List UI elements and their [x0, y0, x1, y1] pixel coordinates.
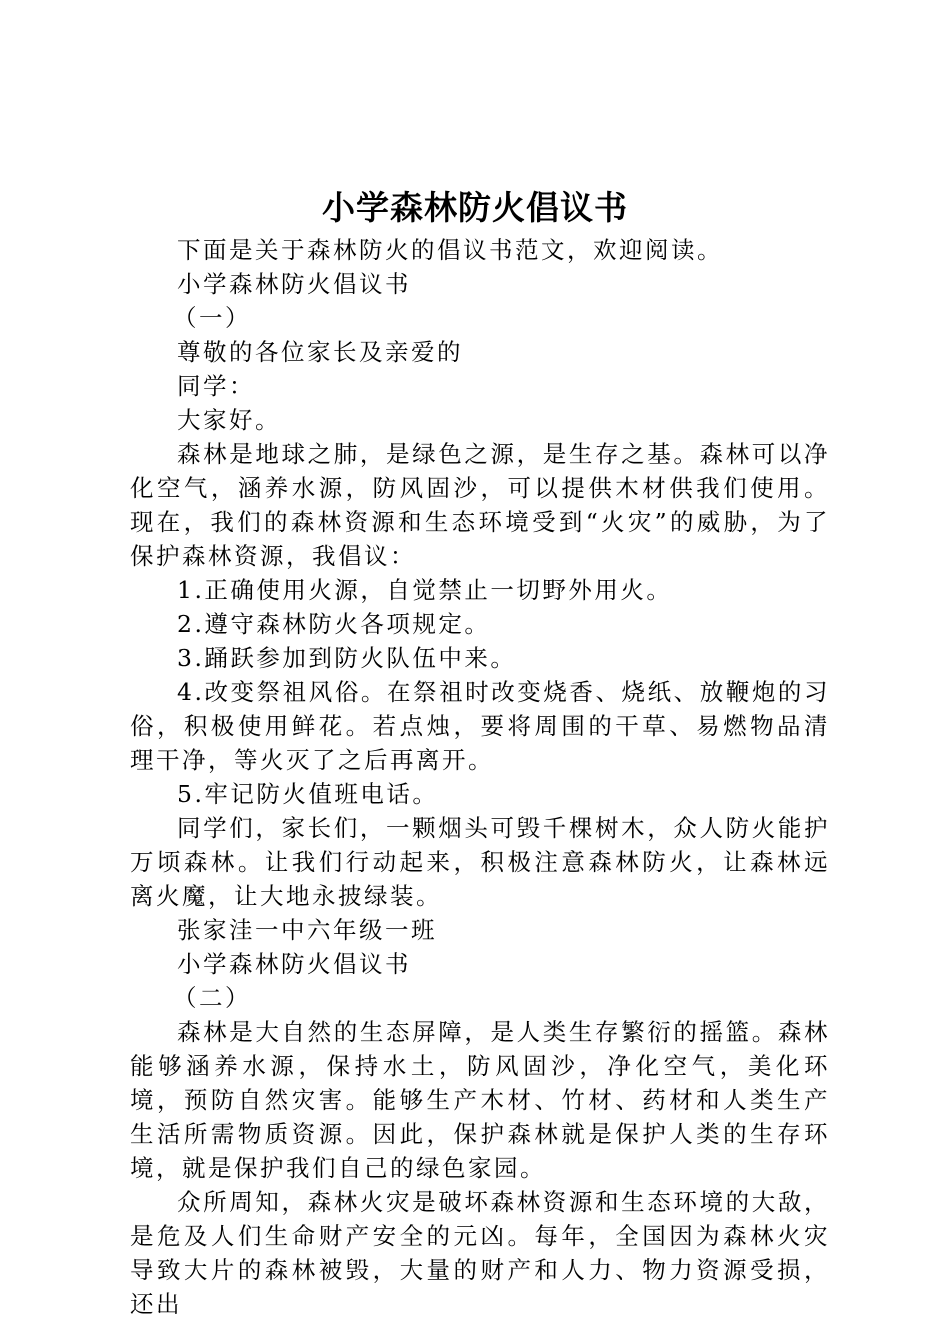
paragraph-body: 森林是地球之肺，是绿色之源，是生存之基。森林可以净化空气，涵养水源，防风固沙，可以提供木材供我们使用。现在，我们的森林资源和生态环境受到“火灾”的威胁，为了保护森林资源，我倡议：	[130, 440, 830, 570]
paragraph-salutation: 尊敬的各位家长及亲爱的	[177, 338, 463, 366]
paragraph-body: 森林是大自然的生态屏障，是人类生存繁衍的摇篮。森林能够涵养水源，保持水土，防风固沙，净化空气，美化环境，预防自然灾害。能够生产木材、竹材、药材和人类生产生活所需物质资源。因此，保护森林就是保护人类的生存环境，就是保护我们自己的绿色家园。	[130, 1018, 830, 1182]
document-title: 小学森林防火倡议书	[322, 188, 628, 227]
paragraph-intro: 下面是关于森林防火的倡议书范文，欢迎阅读。	[177, 236, 723, 264]
paragraph-body: 同学们，家长们，一颗烟头可毁千棵树木，众人防火能护万顷森林。让我们行动起来，积极注意森林防火，让森林远离火魔，让大地永披绿装。	[130, 814, 830, 910]
list-item: 1.正确使用火源，自觉禁止一切野外用火。	[177, 576, 673, 604]
list-item: 2.遵守森林防火各项规定。	[177, 610, 491, 638]
paragraph-heading-1: 小学森林防火倡议书	[177, 270, 411, 298]
list-item: 5.牢记防火值班电话。	[177, 780, 439, 808]
paragraph-greeting: 大家好。	[177, 406, 281, 434]
list-item: 3.踊跃参加到防火队伍中来。	[177, 644, 517, 672]
paragraph-heading-2: 小学森林防火倡议书	[177, 950, 411, 978]
paragraph-signature: 张家洼一中六年级一班	[177, 916, 437, 944]
paragraph-section-1: （一）	[173, 304, 251, 332]
paragraph-salutation-cont: 同学：	[177, 372, 255, 400]
document-body	[130, 233, 830, 1321]
paragraph-section-2: （二）	[173, 984, 251, 1012]
paragraph-body: 众所周知，森林火灾是破坏森林资源和生态环境的大敌，是危及人们生命财产安全的元凶。每年，全国因为森林火灾导致大片的森林被毁，大量的财产和人力、物力资源受损，还出	[130, 1188, 830, 1318]
list-item: 4.改变祭祖风俗。在祭祖时改变烧香、烧纸、放鞭炮的习俗，积极使用鲜花。若点烛，要将周围的干草、易燃物品清理干净，等火灭了之后再离开。	[130, 678, 830, 774]
